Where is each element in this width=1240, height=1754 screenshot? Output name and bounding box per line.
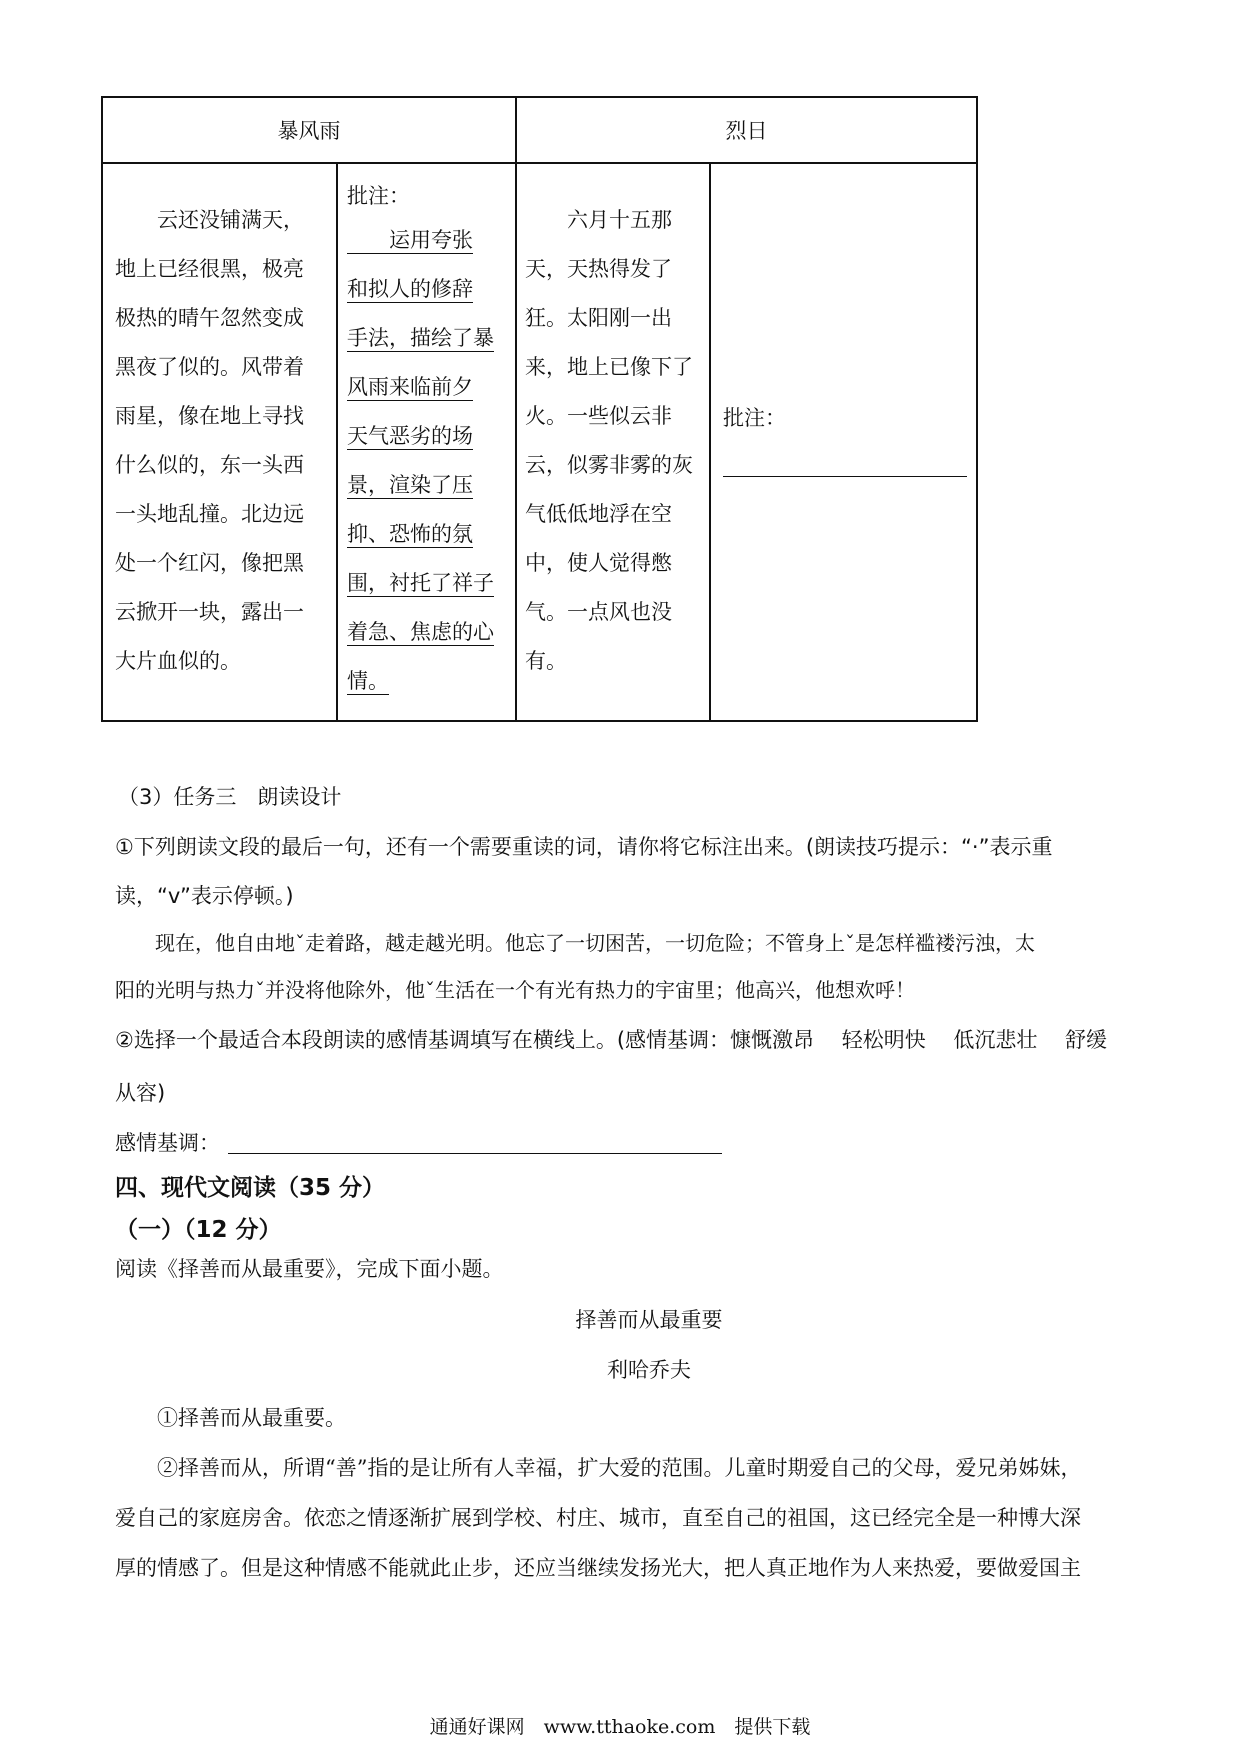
- annotation-line: 和拟人的修辞: [347, 277, 473, 301]
- sun-line: 中，使人觉得憋: [525, 551, 672, 575]
- storm-line: 云还没铺满天，: [115, 208, 304, 232]
- storm-line: 什么似的，东一头西: [115, 453, 304, 477]
- storm-line: 大片血似的。: [115, 649, 241, 673]
- article-paragraph-2-line1: ②择善而从，所谓“善”指的是让所有人幸福，扩大爱的范围。儿童时期爱自己的父母，爱兄弟姊妹，: [115, 1456, 1082, 1480]
- annotation-line: 风雨来临前夕: [347, 375, 473, 399]
- annotation-line: 抑、恐怖的氛: [347, 522, 473, 546]
- annotation-label: 批注：: [347, 184, 410, 208]
- annotation-line: 情。: [347, 669, 389, 693]
- reading-annotation-table: [101, 96, 978, 722]
- task3-q1-line2: 读，“v”表示停顿。): [115, 884, 294, 908]
- reading-passage-line1: 现在，他自由地ˇ走着路，越走越光明。他忘了一切困苦，一切危险；不管身上ˇ是怎样褴褛污浊，太: [115, 931, 1035, 955]
- sun-line: 火。一些似云非: [525, 404, 672, 428]
- article-paragraph-2-line2: 爱自己的家庭房舍。依恋之情逐渐扩展到学校、村庄、城市，直至自己的祖国，这已经完全是一种博大深: [115, 1506, 1081, 1530]
- section4-subtitle: （一）（12 分）: [115, 1217, 282, 1243]
- header-sun: 烈日: [725, 119, 768, 143]
- annotation-line: 景，渲染了压: [347, 473, 473, 497]
- table-header-row: [103, 98, 976, 164]
- annotation-line: 运用夸张: [347, 228, 473, 252]
- divider-left: [336, 162, 338, 720]
- task3-q2-line2: 从容): [115, 1081, 166, 1105]
- sun-line: 天，天热得发了: [525, 257, 672, 281]
- divider-right: [709, 162, 711, 720]
- sun-line: 狂。太阳刚一出: [525, 306, 672, 330]
- article-author: 利哈乔夫: [607, 1358, 691, 1382]
- sun-line: 云，似雾非雾的灰: [525, 453, 693, 477]
- article-title: 择善而从最重要: [575, 1308, 723, 1332]
- sun-line: 气。一点风也没: [525, 600, 672, 624]
- sun-line: 有。: [525, 649, 567, 673]
- tone-label: 感情基调：: [115, 1131, 220, 1155]
- storm-line: 地上已经很黑，极亮: [115, 257, 304, 281]
- storm-passage: [115, 196, 333, 686]
- annotation-line: 着急、焦虑的心: [347, 620, 494, 644]
- section4-instruction: 阅读《择善而从最重要》，完成下面小题。: [115, 1257, 504, 1281]
- storm-line: 黑夜了似的。风带着: [115, 355, 304, 379]
- annotation-line: 手法，描绘了暴: [347, 326, 494, 350]
- sun-annotation-label: 批注：: [723, 406, 786, 430]
- sun-line: 来，地上已像下了: [525, 355, 693, 379]
- sun-annotation-blank[interactable]: [723, 476, 967, 477]
- section4-title: 四、现代文阅读（35 分）: [115, 1175, 386, 1201]
- page-footer: 通通好课网 www.tthaoke.com 提供下载: [429, 1716, 811, 1738]
- article-paragraph-1: ①择善而从最重要。: [115, 1406, 346, 1430]
- task3-q1-line1: ①下列朗读文段的最后一句，还有一个需要重读的词，请你将它标注出来。(朗读技巧提示：“·”表示重: [115, 835, 1053, 859]
- divider-main: [515, 98, 517, 720]
- sun-line: 六月十五那: [525, 208, 672, 232]
- task3-q2-line1: ②选择一个最适合本段朗读的感情基调填写在横线上。(感情基调：慷慨激昂 轻松明快 低沉悲壮 舒缓: [115, 1028, 1108, 1052]
- sun-line: 气低低地浮在空: [525, 502, 672, 526]
- task3-heading: （3）任务三 朗读设计: [118, 785, 342, 809]
- annotation-line: 天气恶劣的场: [347, 424, 473, 448]
- storm-annotation: [347, 176, 511, 706]
- reading-passage-line2: 阳的光明与热力ˇ并没将他除外，他ˇ生活在一个有光有热力的宇宙里；他高兴，他想欢呼！: [115, 978, 915, 1002]
- article-paragraph-2-line3: 厚的情感了。但是这种情感不能就此止步，还应当继续发扬光大，把人真正地作为人来热爱，要做爱国主: [115, 1556, 1081, 1580]
- annotation-line: 围，衬托了祥子: [347, 571, 494, 595]
- header-storm: 暴风雨: [277, 119, 341, 143]
- sun-passage: [525, 196, 709, 686]
- tone-answer-blank[interactable]: [228, 1153, 722, 1154]
- storm-line: 雨星，像在地上寻找: [115, 404, 304, 428]
- storm-line: 极热的晴午忽然变成: [115, 306, 304, 330]
- storm-line: 云掀开一块，露出一: [115, 600, 304, 624]
- storm-line: 处一个红闪，像把黑: [115, 551, 304, 575]
- storm-line: 一头地乱撞。北边远: [115, 502, 304, 526]
